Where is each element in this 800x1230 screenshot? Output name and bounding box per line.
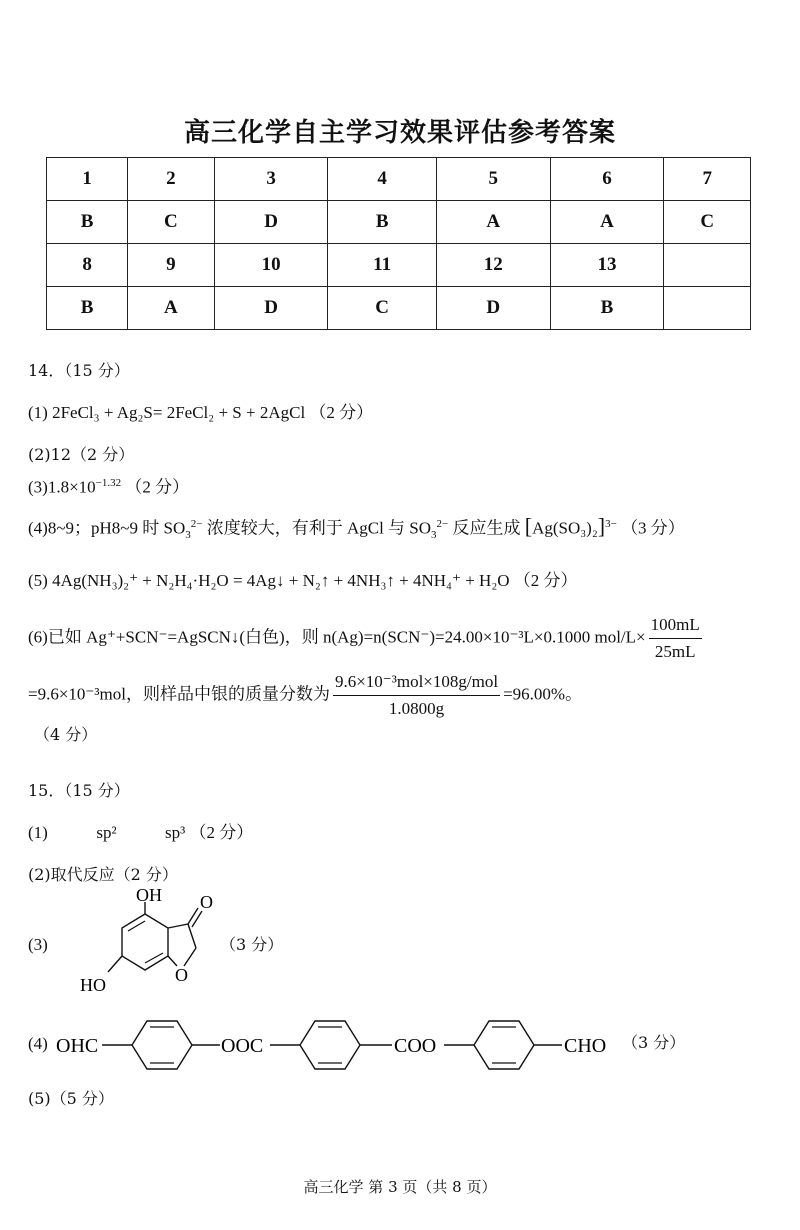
q14-part4-label: (4): [28, 518, 48, 538]
q14-part4-ion-charge-a: 2−: [190, 518, 203, 530]
answer-table-cell: C: [128, 201, 215, 244]
answer-table-cell: A: [550, 201, 664, 244]
answer-table-cell: 5: [436, 158, 550, 201]
group-coo: COO: [394, 1035, 437, 1057]
q14-part1: [28, 402, 373, 424]
answer-table-cell: B: [550, 287, 664, 330]
oh-top-label: OH: [136, 886, 162, 905]
fraction-numerator: 9.6×10⁻³mol×108g/mol: [333, 671, 500, 696]
q14-part6-label: (6): [28, 627, 48, 647]
q14-part3: [28, 472, 189, 499]
q15-part4-label: (4): [28, 1034, 48, 1053]
q14-part6-text3: =96.00%。: [503, 684, 583, 704]
q14-part1-score: （2 分）: [309, 403, 374, 422]
answer-table-cell: D: [214, 287, 328, 330]
answer-table-cell: [664, 244, 751, 287]
benzofuranone-structure: [50, 886, 230, 1004]
q14-part6-line2: [28, 671, 582, 720]
q14-part4-text-a: 8~9；pH8~9 时 SO: [47, 518, 186, 538]
answer-table-cell: [664, 287, 751, 330]
group-ooc: OOC: [221, 1035, 264, 1057]
answer-table-cell: 12: [436, 244, 550, 287]
answer-table-row: [47, 287, 751, 330]
q14-part2: (2)12（2 分）: [28, 445, 135, 464]
q14-part5-score: （2 分）: [513, 571, 578, 590]
q14-part6-text1: 已如 Ag⁺+SCN⁻=AgSCN↓(白色)，则 n(Ag)=n(SCN⁻)=24.00×10⁻³L×0.1000 mol/L×: [47, 627, 646, 647]
fraction-mass-ratio: [333, 671, 500, 720]
answer-table-cell: 3: [214, 158, 328, 201]
benzene-ring-1: [132, 1021, 192, 1069]
answer-table-cell: C: [664, 201, 751, 244]
ester-chain-structure: [56, 1015, 626, 1075]
q14-part1-equation: 2FeCl₃ + Ag₂S= 2FeCl₂ + S + 2AgCl: [52, 403, 306, 422]
answer-table-cell: 6: [550, 158, 664, 201]
q14-part1-label: (1): [28, 403, 48, 422]
q14-part4-ion-charge-b: 2−: [436, 518, 449, 530]
q15-part1: [28, 822, 253, 844]
fraction-denominator: 1.0800g: [388, 699, 445, 718]
q14-part6-line1: [28, 614, 705, 663]
q14-part6-score: （4 分）: [34, 725, 98, 744]
answer-table-cell: B: [47, 287, 128, 330]
benzene-ring-3: [474, 1021, 534, 1069]
answer-table-cell: B: [328, 201, 436, 244]
q14-part5-equation: 4Ag(NH₃)₂⁺ + N₂H₄·H₂O = 4Ag↓ + N₂↑ + 4NH₃↑ + 4NH₄⁺ + H₂O: [52, 571, 510, 590]
q14-part4-complex-charge: 3−: [605, 518, 617, 530]
fraction-numerator: 100mL: [649, 614, 702, 639]
q14-part4-complex: Ag(SO₃)₂: [532, 518, 598, 538]
q15-part1-hybrid-b: sp³: [165, 823, 186, 842]
q14-part4-score: （3 分）: [621, 518, 685, 538]
answer-table-cell: 1: [47, 158, 128, 201]
q14-part4-text-b: 浓度较大，有利于 AgCl 与 SO: [206, 518, 432, 538]
q15-part3-label: (3): [28, 935, 48, 954]
answer-table-cell: A: [128, 287, 215, 330]
answer-table-cell: D: [214, 201, 328, 244]
answer-table-cell: D: [436, 287, 550, 330]
answer-table-row: [47, 244, 751, 287]
q15-part1-label: (1): [28, 823, 48, 842]
ring-o-label: O: [175, 965, 188, 985]
q15-part1-hybrid-a: sp²: [96, 823, 117, 842]
q15-part5: (5)（5 分）: [28, 1089, 114, 1108]
q14-part6-text2: =9.6×10⁻³mol，则样品中银的质量分数为: [28, 684, 330, 704]
q15-part3-score: （3 分）: [220, 935, 284, 954]
q15-part4-score: （3 分）: [622, 1033, 686, 1052]
q14-header: 14．（15 分）: [28, 361, 130, 380]
answer-table-cell: 8: [47, 244, 128, 287]
answer-table-cell: C: [328, 287, 436, 330]
q15-header: 15．（15 分）: [28, 781, 130, 800]
q15-part1-score: （2 分）: [189, 823, 254, 842]
q14-part5: [28, 570, 578, 592]
answer-table-cell: 13: [550, 244, 664, 287]
ketone-o-label: O: [200, 892, 213, 912]
q14-part4: (4)8~9；pH8~9 时 $SO_3^{2-}$ 浓度较大，有利于 AgCl 与 $SO_3^{2-}$ 反应生成 $[Ag(SO_3)_2]^{3-}$ （3 分）: [28, 513, 685, 542]
answer-table: [46, 157, 751, 330]
q14-part3-value: 1.8×10: [47, 477, 96, 497]
page-footer: 高三化学 第 3 页（共 8 页）: [303, 1178, 497, 1196]
q14-part3-label: (3): [28, 477, 48, 497]
group-ohc: OHC: [56, 1035, 99, 1057]
q15-part2: (2)取代反应（2 分）: [28, 865, 178, 884]
ho-left-label: HO: [80, 975, 106, 995]
fraction-denominator: 25mL: [654, 642, 696, 661]
answer-table-cell: A: [436, 201, 550, 244]
answer-table-cell: 2: [128, 158, 215, 201]
q14-part3-score: （2 分）: [125, 477, 190, 497]
answer-table-cell: 9: [128, 244, 215, 287]
page-title: 高三化学自主学习效果评估参考答案: [183, 118, 616, 148]
answer-table-cell: 7: [664, 158, 751, 201]
answer-table-cell: B: [47, 201, 128, 244]
answer-table-cell: 11: [328, 244, 436, 287]
q14-part3-exponent: −1.32: [95, 477, 122, 489]
answer-table-row: [47, 201, 751, 244]
group-cho: CHO: [564, 1035, 607, 1057]
q14-part4-text-c: 反应生成: [452, 518, 521, 538]
answer-table-cell: 10: [214, 244, 328, 287]
answer-table-cell: 4: [328, 158, 436, 201]
benzene-ring-2: [300, 1021, 360, 1069]
q14-part5-label: (5): [28, 571, 48, 590]
fraction-volume-ratio: [649, 614, 702, 663]
answer-table-row: [47, 158, 751, 201]
